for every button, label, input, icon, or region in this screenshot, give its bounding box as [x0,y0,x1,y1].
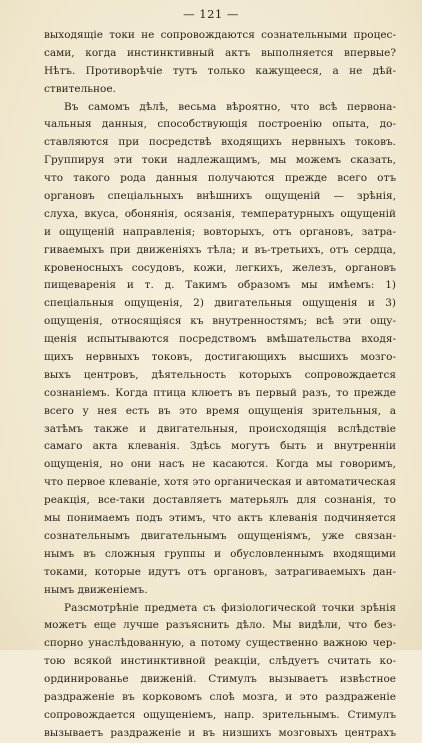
text-line: выхъ центровъ, дѣятельность которыхъ сопровождается [44,368,396,381]
text-line: нымъ въ сложныя группы и обусловленнымъ входящими [44,547,396,560]
text-line: выходящіе токи не сопровождаются сознательными процес- [44,29,396,41]
text-line: щихъ нервныхъ токовъ, достигающихъ высшихъ мозго- [44,351,396,364]
page-number: — 121 — [183,7,239,21]
text-line: что первое клеваніе, хотя это органическая и автоматическая [44,476,396,489]
text-line: самаго акта клеванія. Здѣсь могутъ быть и внутренніи [44,440,396,453]
page-text [44,27,396,743]
text-line: органовъ спеціальныхъ внѣшнихъ ощущеній — зрѣнія, [44,190,396,203]
text-line: токами, которые идутъ отъ органовъ, затрагиваемыхъ дан- [44,565,396,578]
text-line: Въ самомъ дѣлѣ, весьма вѣроятно, что всѣ первона- [64,100,396,113]
text-line: Группируя эти токи надлежащимъ, мы можемъ сказать, [44,154,396,167]
text-line: мы понимаемъ подъ этимъ, что актъ клеванія подчиняется [44,512,396,525]
text-line: сопровождается ощущеніемъ, напр. зрительнымъ. Стимулъ [44,708,396,721]
text-line: ощущенія, относящіяся къ внутренностямъ; всѣ эти ощу- [44,315,396,328]
text-line: тою всякой инстинктивной реакціи, слѣдуетъ считать ко- [44,655,396,668]
text-line: нымъ движеніемъ. [44,583,148,596]
text-line: сознаніемъ. Когда птица клюетъ въ первый разъ, то прежде [44,386,396,399]
text-line: ординированье движеній. Стимулъ вызываетъ извѣстное [44,673,396,686]
text-line: гиваемыхъ при движеніяхъ тѣла; и въ-третьихъ, отъ сердца, [44,243,396,256]
text-line: Нѣтъ. Противорѣчіе тутъ только кажущееся, а не дѣй- [44,64,396,77]
text-line: сами, когда инстинктивный актъ выполняется впервые? [44,46,396,59]
text-line: слуха, вкуса, обонянія, осязанія, температурныхъ ощущеній [44,207,396,220]
text-line: и ощущеній направленія; вовторыхъ, отъ органовъ, затра- [44,225,396,238]
text-line: вызываетъ раздраженіе и въ низшихъ мозговыхъ центрахъ [44,726,396,739]
text-line: всего у нея есть въ это время ощущенія зрительныя, а [44,404,396,417]
text-line: спеціальныя ощущенія, 2) двигательныя ощущенія и 3) [44,297,396,310]
text-line: реакція, все-таки доставляетъ матерьялъ для сознанія, то [44,494,396,507]
paragraph-1 [44,27,396,99]
text-line: чальныя данныя, способствующія построенію опыта, до- [44,118,396,131]
text-line: пищеваренія и т. д. Такимъ образомъ мы имѣемъ: 1) [44,279,396,292]
text-line: ставляются при посредствѣ входящихъ нервныхъ токовъ. [44,136,396,149]
text-line: кровеносныхъ сосудовъ, кожи, легкихъ, железъ, органовъ [44,261,396,274]
paragraph-2 [44,99,396,600]
text-line: ощущенія, но они насъ не касаются. Когда мы говоримъ, [44,458,396,471]
paragraph-3 [44,600,396,743]
text-line: Разсмотрѣніе предмета съ физіологической точки зрѣнія [64,601,396,614]
text-line: щенія испытываются посредствомъ вмѣшательства входя- [44,333,396,346]
text-line: сознательнымъ двигательнымъ ощущеніямъ, уже связан- [44,529,396,542]
text-line: спорно унаслѣдованную, а потому существенно важною чер- [44,637,396,650]
text-line: раздраженіе въ корковомъ слоѣ мозга, и это раздраженіе [44,690,396,703]
text-line: ствительное. [44,82,116,95]
text-line: что такого рода данныя получаются прежде всего отъ [44,172,396,185]
text-line: можетъ еще лучше разъяснить дѣло. Мы видѣли, что без- [44,619,396,632]
text-line: затѣмъ также и двигательныя, происходящія вслѣдствіе [44,422,396,435]
